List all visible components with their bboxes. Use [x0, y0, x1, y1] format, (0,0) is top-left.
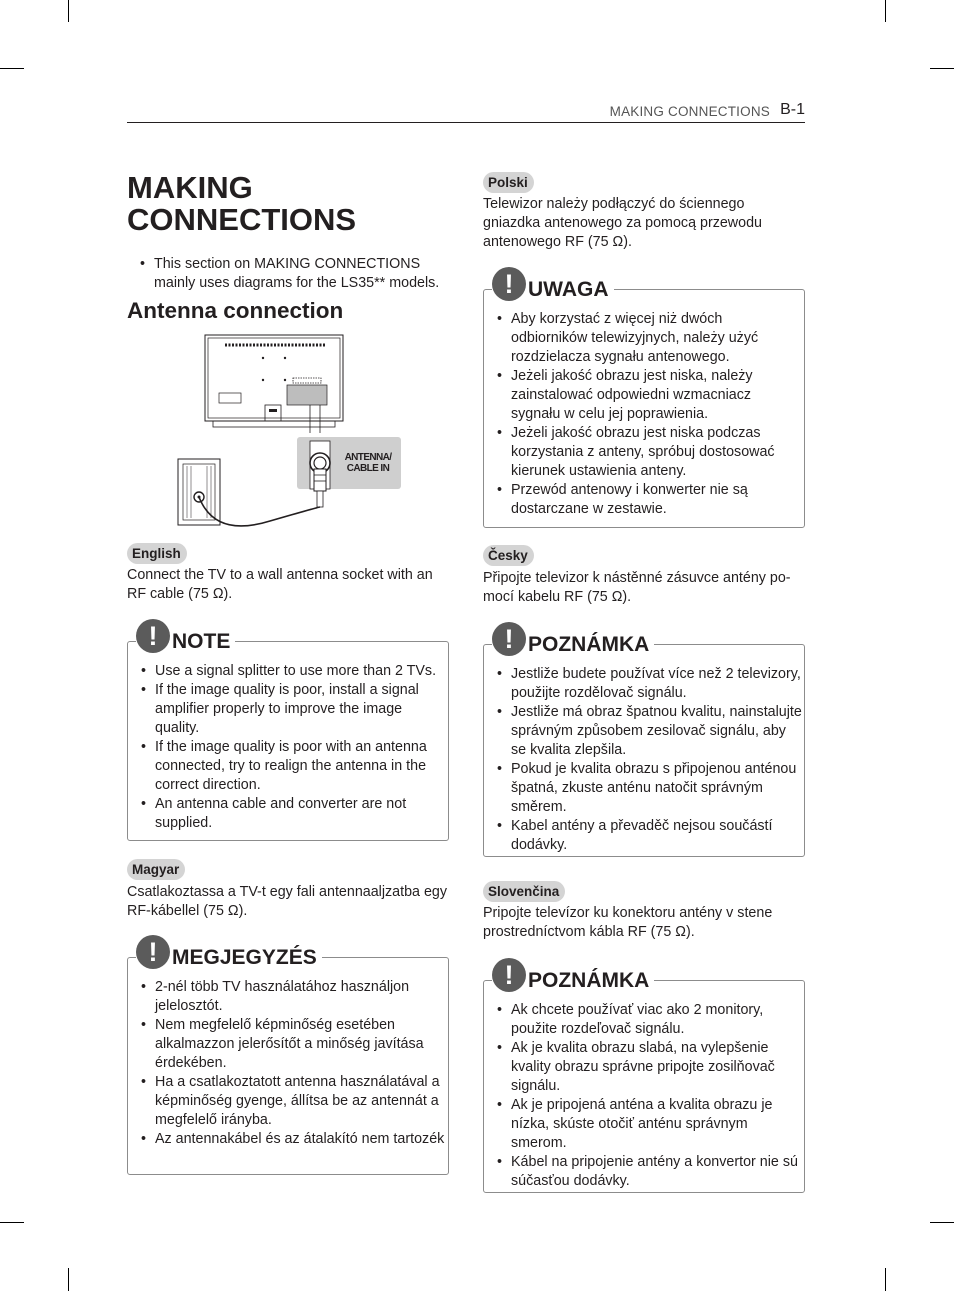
list-item: • Jestliže budete používat více než 2 televizory, použijte rozdělovač signálu. — [484, 665, 802, 703]
page-title-line1: MAKING — [127, 170, 253, 205]
list-item: • Jestliže má obraz špatnou kvalitu, nainstalujte správným způsobem zesilovač signálu, aby se kvalita zlepšila. — [484, 703, 802, 760]
note-box-magyar — [127, 936, 449, 1175]
note-box-header — [492, 622, 654, 656]
note-box-header — [492, 958, 654, 992]
intro-list — [127, 255, 449, 293]
note-list — [484, 1001, 802, 1191]
language-tag-cesky: Česky — [483, 545, 534, 566]
jack-label-line1: ANTENNA/ — [344, 452, 392, 463]
note-box-header — [492, 267, 614, 301]
list-item: • Ak je kvalita obrazu slabá, na vylepšenie kvality obrazu správne pripojte zosilňovač signálu. — [484, 1039, 802, 1096]
list-item: • If the image quality is poor with an antenna connected, try to realign the antenna in the correct direction. — [128, 738, 446, 795]
crop-mark — [68, 1268, 69, 1291]
list-item: • An antenna cable and converter are not supplied. — [128, 795, 446, 833]
note-box-cesky — [483, 623, 805, 857]
note-title: NOTE — [172, 630, 231, 653]
cesky-text: Připojte televizor k nástěnné zásuvce antény po-mocí kabelu RF (75 Ω). — [483, 570, 791, 605]
running-header — [127, 100, 805, 123]
english-text: Connect the TV to a wall antenna socket with an RF cable (75 Ω). — [127, 567, 433, 602]
polski-text: Telewizor należy podłączyć do ściennego gniazdka antenowego za pomocą przewodu antenowego RF (75 Ω). — [483, 196, 762, 250]
crop-mark — [930, 1222, 954, 1223]
jack-label-line2: CABLE IN — [346, 463, 390, 474]
wall-socket-illustration — [178, 459, 220, 525]
crop-mark — [0, 1222, 24, 1223]
list-item: • Ha a csatlakoztatott antenna használatával a képminőség gyenge, állítsa be az antennát a megfelelő irányba. — [128, 1073, 446, 1130]
exclamation-icon: ! — [136, 619, 170, 653]
crop-mark — [930, 68, 954, 69]
exclamation-icon: ! — [492, 267, 526, 301]
list-item: • 2-nél több TV használatához használjon jelelosztót. — [128, 978, 446, 1016]
slovencina-text: Pripojte televízor ku konektoru antény v stene prostredníctvom kábla RF (75 Ω). — [483, 905, 773, 940]
tv-rear-illustration — [205, 335, 343, 433]
intro-bullet: • This section on MAKING CONNECTIONS mainly uses diagrams for the LS35** models. — [127, 255, 449, 293]
language-tag-slovencina: Slovenčina — [483, 881, 565, 902]
note-box-slovencina — [483, 959, 805, 1193]
list-item: • If the image quality is poor, install a signal amplifier properly to improve the image quality. — [128, 681, 446, 738]
language-tag-english: English — [127, 543, 187, 564]
note-title: MEGJEGYZÉS — [172, 946, 317, 969]
note-title: POZNÁMKA — [528, 969, 650, 992]
note-list — [128, 978, 446, 1149]
list-item: • Pokud je kvalita obrazu s připojenou anténou špatná, zkuste anténu natočit správným směrem. — [484, 760, 802, 817]
note-title: UWAGA — [528, 278, 609, 301]
exclamation-icon: ! — [492, 958, 526, 992]
note-list — [128, 662, 446, 833]
crop-mark — [68, 0, 69, 22]
list-item: • Az antennakábel és az átalakító nem tartozék — [128, 1130, 446, 1149]
list-item: • Ak chcete používať viac ako 2 monitory, použite rozdeľovač signálu. — [484, 1001, 802, 1039]
crop-mark — [0, 68, 24, 69]
antenna-jack-callout — [297, 437, 401, 507]
note-box-polski — [483, 268, 805, 528]
magyar-text: Csatlakoztassa a TV-t egy fali antennaaljzatba egy RF-kábellel (75 Ω). — [127, 884, 448, 919]
note-list — [484, 665, 802, 855]
language-tag-magyar: Magyar — [127, 859, 185, 880]
list-item: • Kábel na pripojenie antény a konvertor nie sú súčasťou dodávky. — [484, 1153, 802, 1191]
exclamation-icon: ! — [492, 622, 526, 656]
section-subtitle: Antenna connection — [127, 298, 344, 323]
crop-mark — [885, 1268, 886, 1291]
antenna-connection-diagram — [175, 333, 401, 529]
list-item: • Jeżeli jakość obrazu jest niska, należy zainstalować odpowiedni wzmacniacz sygnału w celu jej poprawienia. — [484, 367, 802, 424]
page-title-line2: CONNECTIONS — [127, 202, 357, 237]
list-item: • Nem megfelelő képminőség esetében alkalmazzon jelerősítőt a minőség javítása érdekében. — [128, 1016, 446, 1073]
note-box-header — [136, 935, 322, 969]
language-tag-polski: Polski — [483, 172, 534, 193]
list-item: • Ak je pripojená anténa a kvalita obrazu je nízka, skúste otočiť anténu správnym smerom. — [484, 1096, 802, 1153]
list-item: • Use a signal splitter to use more than 2 TVs. — [128, 662, 446, 681]
note-box-english — [127, 620, 449, 841]
page-number: B-1 — [780, 101, 805, 118]
list-item: • Jeżeli jakość obrazu jest niska podczas korzystania z anteny, spróbuj dostosować kierunek ustawienia anteny. — [484, 424, 802, 481]
header-section: MAKING CONNECTIONS — [609, 104, 770, 119]
note-box-header — [136, 619, 235, 653]
list-item: • Przewód antenowy i konwerter nie są dostarczane w zestawie. — [484, 481, 802, 519]
note-title: POZNÁMKA — [528, 633, 650, 656]
list-item: • Kabel antény a převaděč nejsou součástí dodávky. — [484, 817, 802, 855]
exclamation-icon: ! — [136, 935, 170, 969]
note-list — [484, 310, 802, 519]
crop-mark — [885, 0, 886, 22]
list-item: • Aby korzystać z więcej niż dwóch odbiorników telewizyjnych, należy użyć rozdzielacza sygnału antenowego. — [484, 310, 802, 367]
